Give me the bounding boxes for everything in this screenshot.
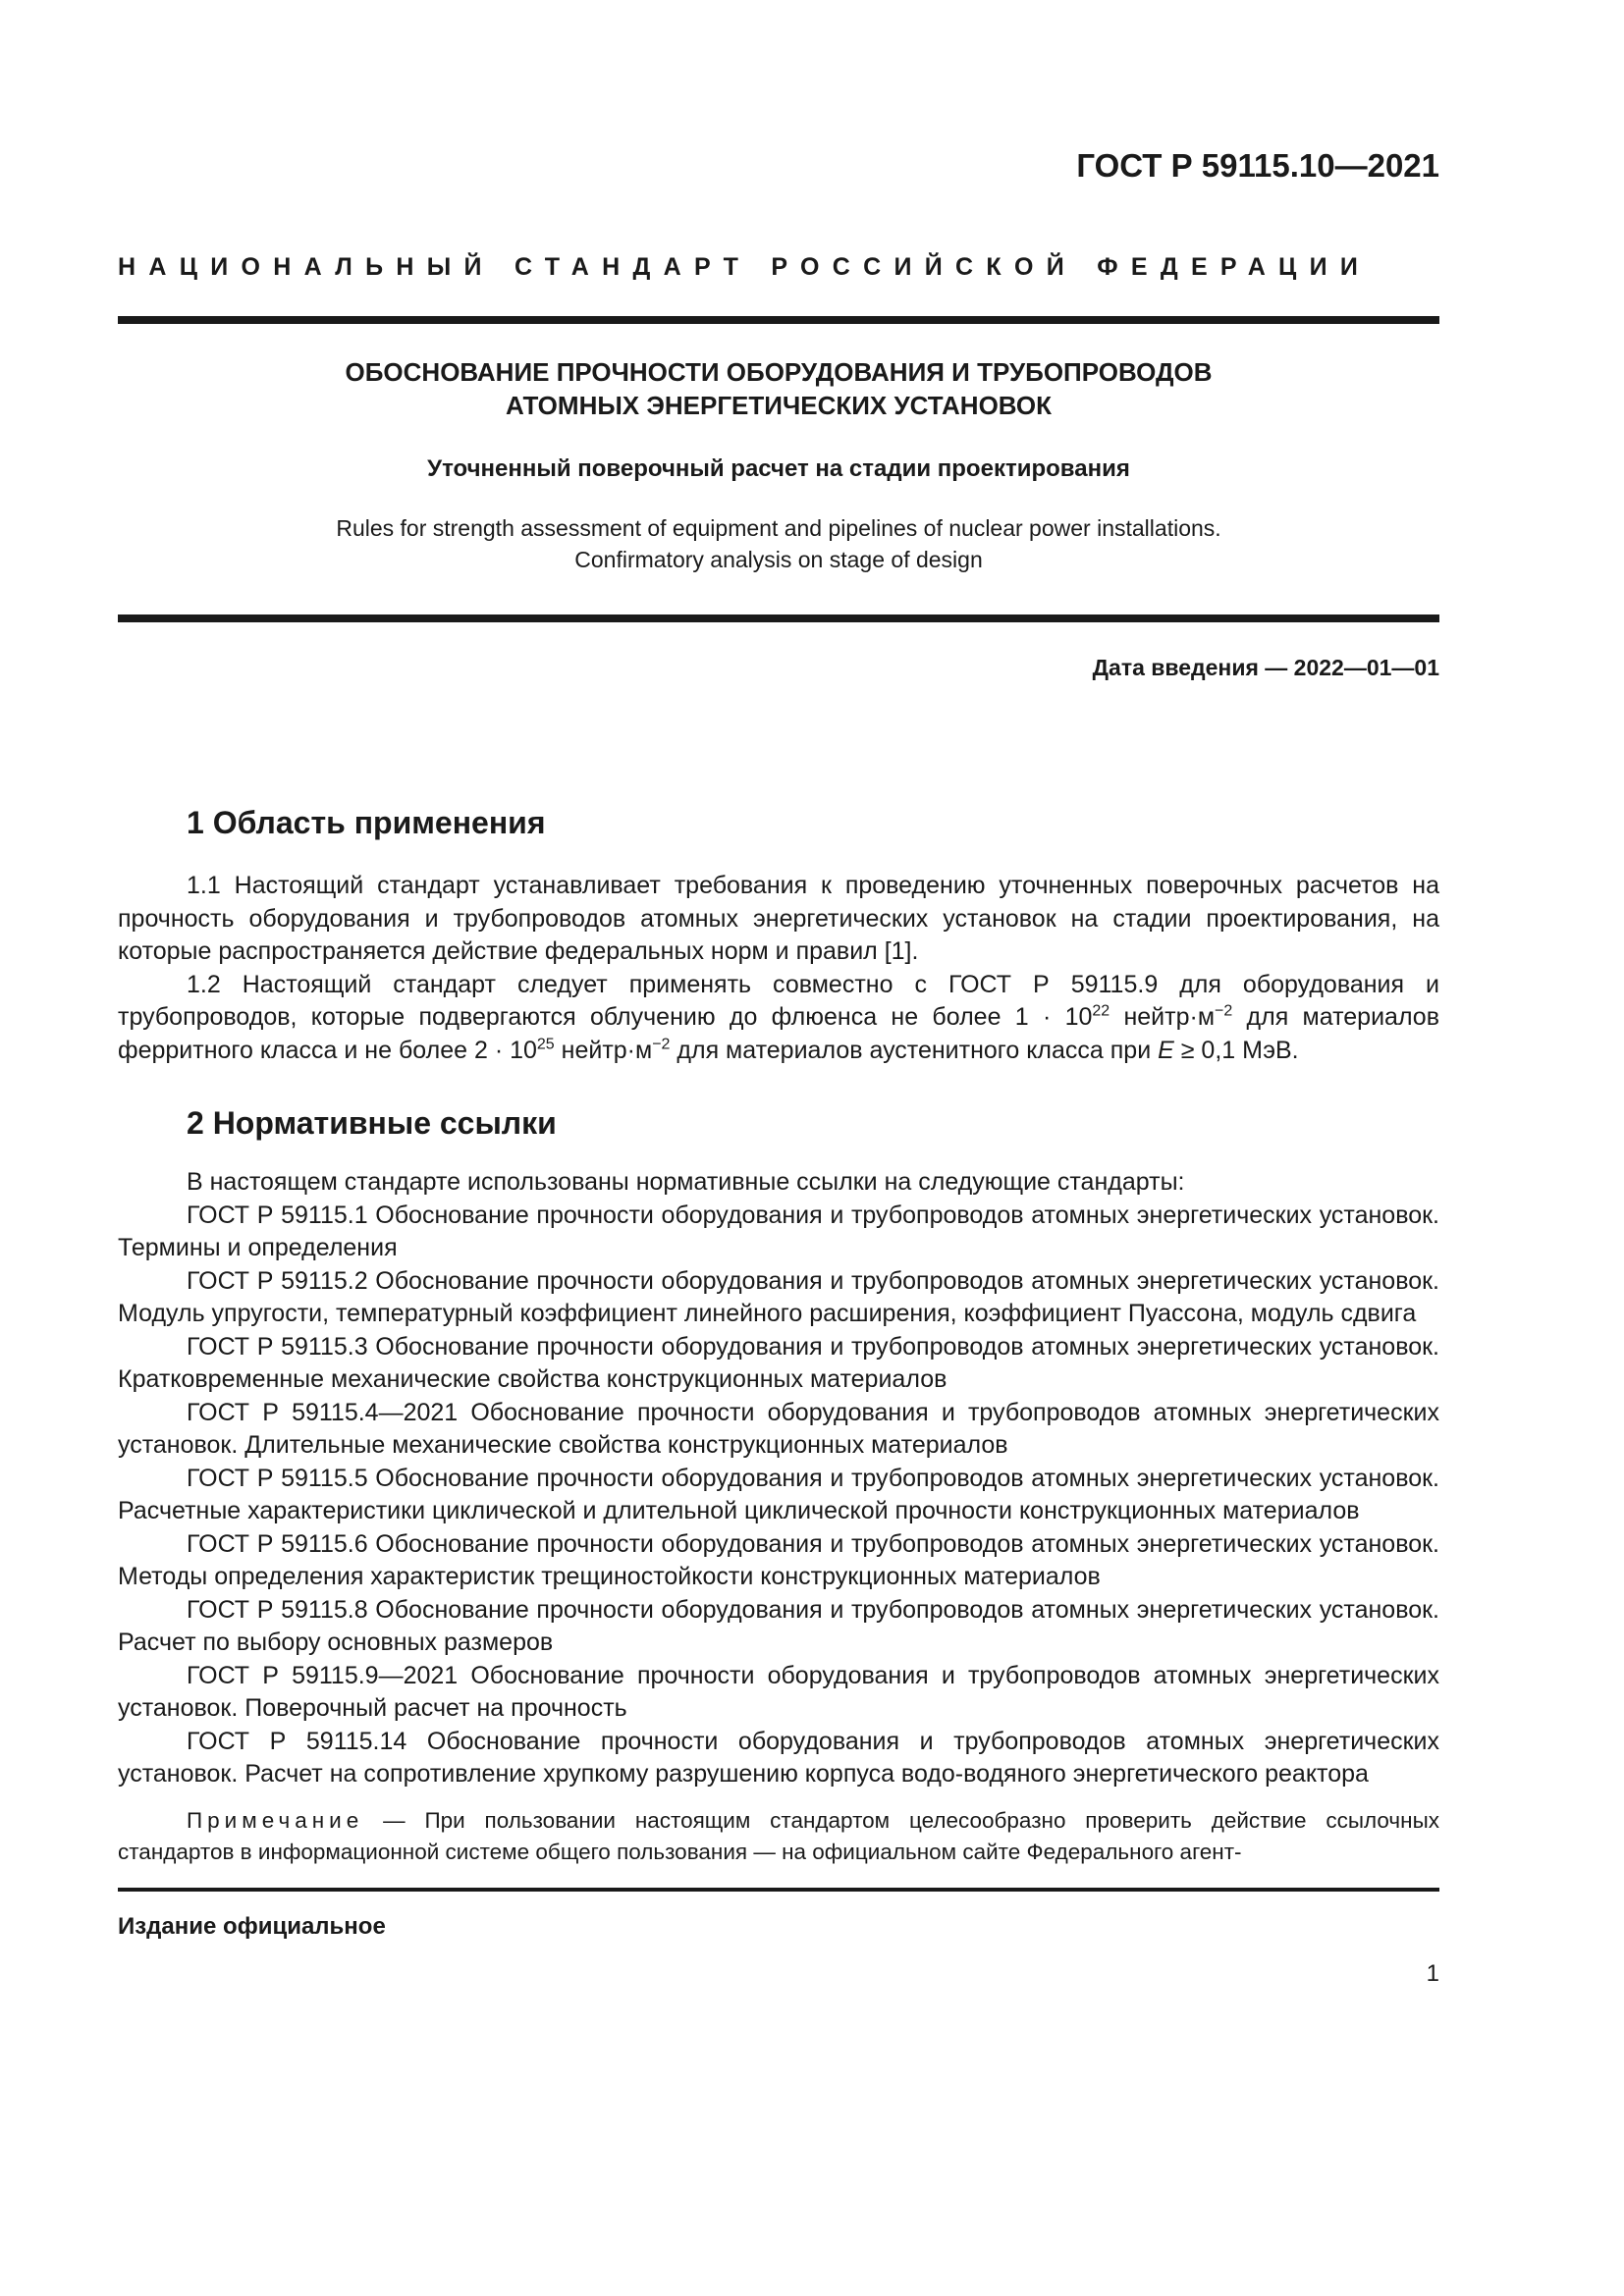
section-1-body <box>118 870 1439 1067</box>
reference-item: ГОСТ Р 59115.6 Обоснование прочности оборудования и трубопроводов атомных энергетических установок. Методы определения характеристик трещиностойкости конструкционных материалов <box>118 1529 1439 1590</box>
title-line-2: АТОМНЫХ ЭНЕРГЕТИЧЕСКИХ УСТАНОВОК <box>505 391 1053 420</box>
document-subtitle: Уточненный поверочный расчет на стадии проектирования <box>427 455 1130 482</box>
reference-item: ГОСТ Р 59115.14 Обоснование прочности оборудования и трубопроводов атомных энергетических установок. Расчет на сопротивление хрупкому разрушению корпуса водо-водяного энергетического реактора <box>118 1727 1439 1788</box>
paragraph-1-2: 1.2 Настоящий стандарт следует применять совместно с ГОСТ Р 59115.9 для оборудования и трубопроводов, которые подвергаются облучению до флюенса не более $1 \cdot 10^{22}$ $нейтр\cdot м^{-2}$ для материалов ферритного класса и не более $2 \cdot 10^{25}$ $нейтр\cdot м^{-2}$ для материалов аустенитного класса при E ≥ 0,1 МэВ. <box>118 970 1439 1064</box>
title-bottom-rule <box>118 614 1439 622</box>
footer-rule <box>118 1888 1439 1892</box>
reference-item: ГОСТ Р 59115.2 Обоснование прочности оборудования и трубопроводов атомных энергетических установок. Модуль упругости, температурный коэффициент линейного расширения, коэффициент Пуассона, модуль сдвига <box>118 1266 1439 1327</box>
english-title-line-1: Rules for strength assessment of equipment and pipelines of nuclear power installations. <box>336 515 1221 541</box>
official-edition-label: Издание официальное <box>118 1913 386 1940</box>
reference-item: ГОСТ Р 59115.4—2021 Обоснование прочности оборудования и трубопроводов атомных энергетических установок. Длительные механические свойства конструкционных материалов <box>118 1398 1439 1459</box>
note-text: Примечание — При пользовании настоящим стандартом целесообразно проверить действие ссылочных стандартов в информационной системе общего пользования — на официальном сайте Федерального агент- <box>118 1808 1439 1864</box>
standard-code: ГОСТ Р 59115.10—2021 <box>1076 147 1439 184</box>
reference-item: ГОСТ Р 59115.8 Обоснование прочности оборудования и трубопроводов атомных энергетических установок. Расчет по выбору основных размеров <box>118 1595 1439 1656</box>
english-title <box>118 512 1439 575</box>
section-2-body <box>118 1166 1439 1791</box>
note-label: Примечание <box>187 1808 364 1833</box>
english-title-line-2: Confirmatory analysis on stage of design <box>574 547 983 572</box>
paragraph-1-1: 1.1 Настоящий стандарт устанавливает требования к проведению уточненных поверочных расчетов на прочность оборудования и трубопроводов атомных энергетических установок на стадии проектирования, на которые распространяется действие федеральных норм и правил [1]. <box>118 872 1439 965</box>
references-intro: В настоящем стандарте использованы нормативные ссылки на следующие стандарты: <box>187 1168 1185 1196</box>
national-standard-banner: НАЦИОНАЛЬНЫЙ СТАНДАРТ РОССИЙСКОЙ ФЕДЕРАЦИИ <box>118 253 1372 281</box>
title-line-1: ОБОСНОВАНИЕ ПРОЧНОСТИ ОБОРУДОВАНИЯ И ТРУБОПРОВОДОВ <box>345 357 1213 387</box>
reference-item: ГОСТ Р 59115.9—2021 Обоснование прочности оборудования и трубопроводов атомных энергетических установок. Поверочный расчет на прочность <box>118 1661 1439 1722</box>
document-page <box>118 0 1439 2296</box>
page-number: 1 <box>1426 1960 1439 1987</box>
introduction-date: Дата введения — 2022—01—01 <box>1092 655 1439 680</box>
section-1-heading: 1 Область применения <box>187 805 546 840</box>
reference-item: ГОСТ Р 59115.5 Обоснование прочности оборудования и трубопроводов атомных энергетических установок. Расчетные характеристики циклической и длительной циклической прочности конструкционных материалов <box>118 1464 1439 1524</box>
reference-item: ГОСТ Р 59115.3 Обоснование прочности оборудования и трубопроводов атомных энергетических установок. Кратковременные механические свойства конструкционных материалов <box>118 1332 1439 1393</box>
top-rule <box>118 316 1439 324</box>
document-title <box>118 355 1439 422</box>
reference-item: ГОСТ Р 59115.1 Обоснование прочности оборудования и трубопроводов атомных энергетических установок. Термины и определения <box>118 1201 1439 1261</box>
note-block <box>118 1805 1439 1868</box>
section-2-heading: 2 Нормативные ссылки <box>187 1105 557 1141</box>
